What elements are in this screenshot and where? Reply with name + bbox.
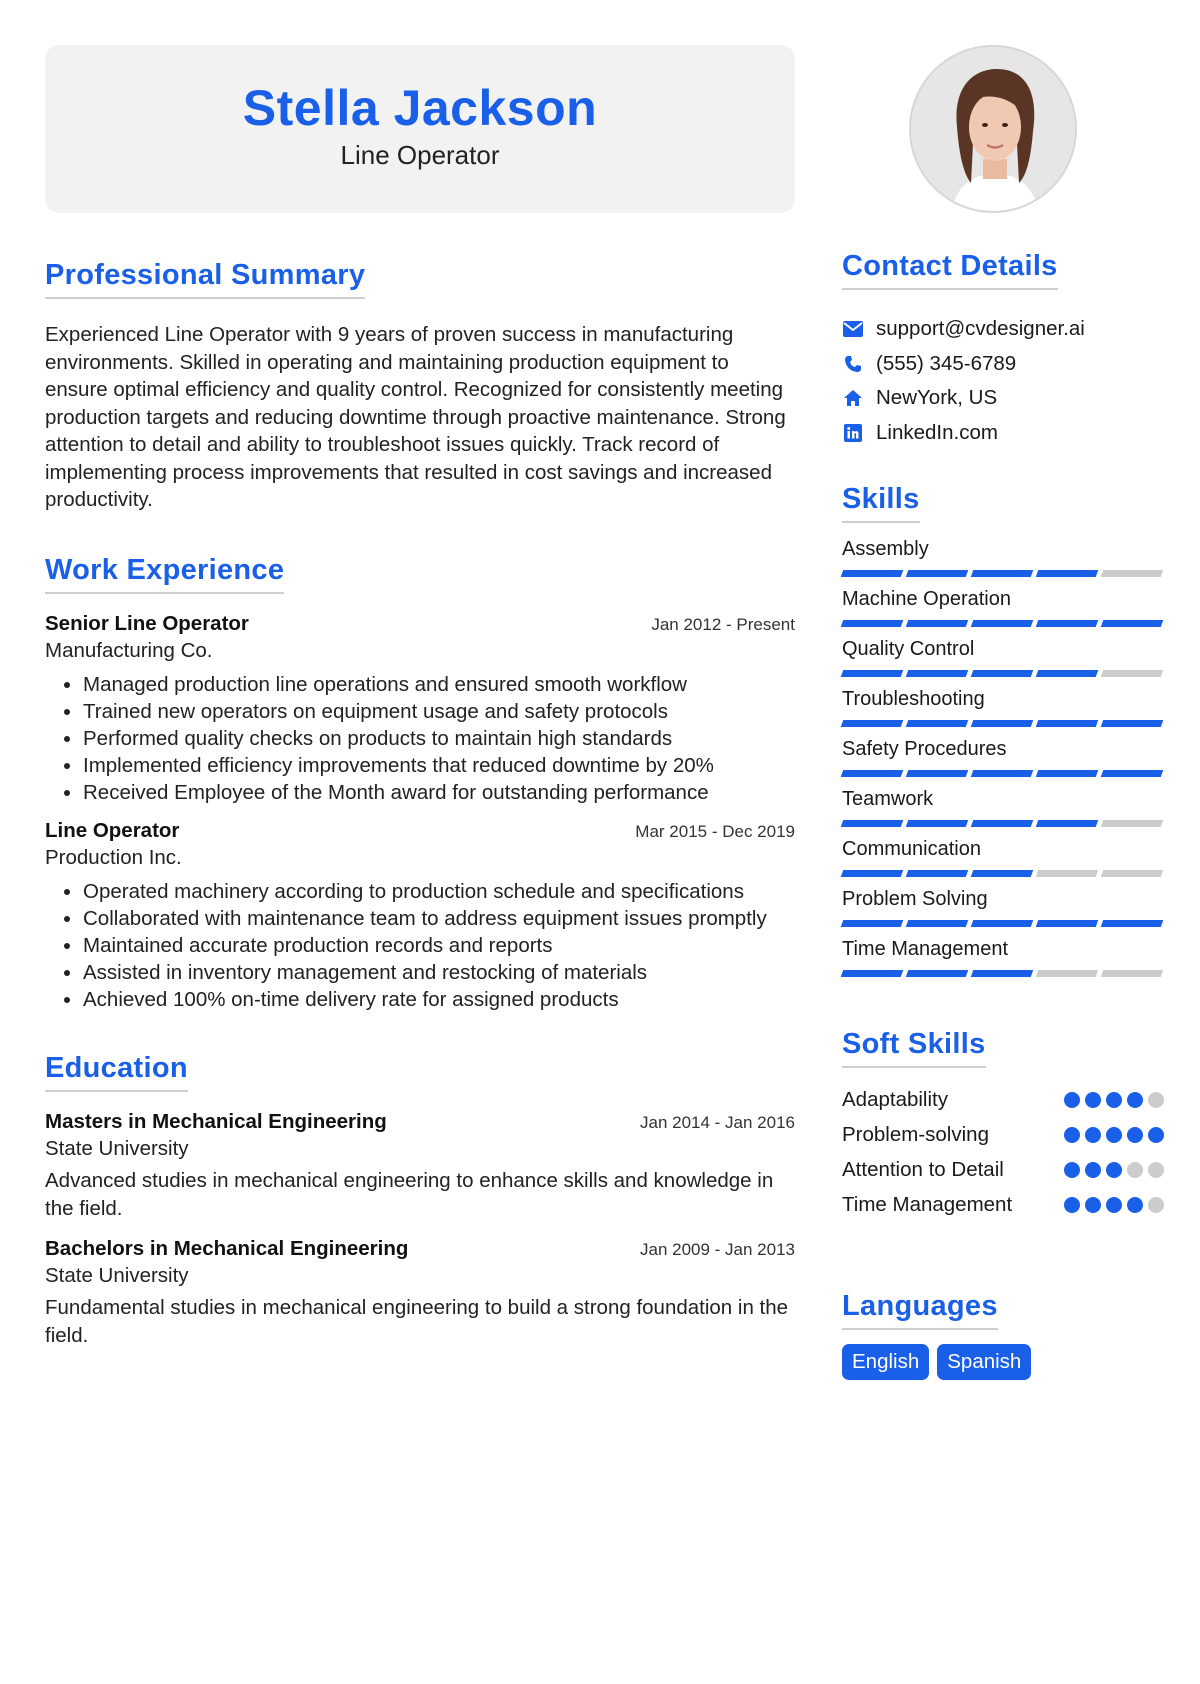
soft-skill-name: Adaptability — [842, 1087, 948, 1111]
skill-level-segment — [841, 970, 904, 977]
contact-linkedin[interactable] — [842, 416, 1164, 451]
rating-dot — [1148, 1092, 1164, 1108]
contact-email-text: support@cvdesigner.ai — [876, 317, 1085, 341]
linkedin-icon — [842, 422, 864, 444]
skill-level-bar — [842, 720, 1164, 727]
skill-name: Quality Control — [842, 638, 975, 660]
job-bullet: • Collaborated with maintenance team to address equipment issues promptly — [83, 905, 795, 932]
rating-dot — [1085, 1162, 1101, 1178]
header-banner — [45, 45, 795, 213]
skill-level-segment — [841, 620, 904, 627]
skill-level-segment — [1036, 570, 1099, 577]
skill-level-segment — [841, 720, 904, 727]
job-entry — [45, 819, 795, 1014]
job-bullet: • Maintained accurate production records and reports — [83, 932, 795, 959]
rating-dot — [1127, 1127, 1143, 1143]
skill-level-segment — [841, 870, 904, 877]
skill-item — [842, 736, 1164, 786]
soft-skill-rating — [1064, 1197, 1164, 1213]
education-section — [45, 1052, 795, 1350]
contact-heading: Contact Details — [842, 250, 1058, 290]
skill-item — [842, 836, 1164, 886]
phone-icon — [842, 353, 864, 375]
skill-level-segment — [1036, 770, 1099, 777]
contact-phone-text: (555) 345-6789 — [876, 351, 1017, 375]
contact-section — [842, 250, 1164, 450]
skill-level-segment — [1036, 920, 1099, 927]
skill-item — [842, 536, 1164, 586]
rating-dot — [1064, 1092, 1080, 1108]
skill-level-segment — [906, 770, 969, 777]
skill-level-segment — [1036, 970, 1099, 977]
skill-level-segment — [906, 720, 969, 727]
skill-level-segment — [906, 570, 969, 577]
education-school: State University — [45, 1136, 189, 1160]
skill-level-segment — [906, 970, 969, 977]
skill-level-bar — [842, 970, 1164, 977]
skill-level-segment — [971, 570, 1034, 577]
skill-level-segment — [841, 770, 904, 777]
skill-level-segment — [1101, 870, 1164, 877]
skill-level-segment — [971, 770, 1034, 777]
skill-level-bar — [842, 620, 1164, 627]
contact-location-text: NewYork, US — [876, 386, 998, 410]
job-bullet: • Performed quality checks on products to maintain high standards — [83, 725, 795, 752]
skill-level-segment — [906, 870, 969, 877]
summary-heading: Professional Summary — [45, 259, 365, 299]
soft-skill-item — [842, 1117, 1164, 1152]
rating-dot — [1148, 1162, 1164, 1178]
contact-linkedin-text: LinkedIn.com — [876, 420, 998, 444]
education-school: State University — [45, 1263, 189, 1287]
work-section — [45, 554, 795, 1014]
education-description: Advanced studies in mechanical engineering to enhance skills and knowledge in the field. — [45, 1168, 774, 1220]
skill-level-segment — [841, 920, 904, 927]
skill-level-segment — [841, 570, 904, 577]
job-company: Manufacturing Co. — [45, 638, 213, 662]
soft-skills-section — [842, 1028, 1164, 1222]
rating-dot — [1085, 1127, 1101, 1143]
education-degree: Masters in Mechanical Engineering — [45, 1109, 387, 1133]
skill-level-segment — [971, 620, 1034, 627]
skill-level-segment — [1036, 820, 1099, 827]
rating-dot — [1148, 1197, 1164, 1213]
skill-level-bar — [842, 920, 1164, 927]
skill-level-segment — [971, 720, 1034, 727]
rating-dot — [1085, 1197, 1101, 1213]
rating-dot — [1085, 1092, 1101, 1108]
skill-level-segment — [1101, 570, 1164, 577]
job-bullet: • Assisted in inventory management and restocking of materials — [83, 959, 795, 986]
skill-item — [842, 786, 1164, 836]
rating-dot — [1064, 1162, 1080, 1178]
skill-level-segment — [971, 670, 1034, 677]
skill-level-segment — [1101, 820, 1164, 827]
skill-level-segment — [971, 970, 1034, 977]
job-bullets — [45, 878, 795, 1014]
portrait-illustration — [911, 47, 1077, 213]
skill-level-segment — [1101, 770, 1164, 777]
soft-skill-name: Attention to Detail — [842, 1157, 1004, 1181]
languages-heading: Languages — [842, 1290, 998, 1330]
skill-level-segment — [1101, 670, 1164, 677]
skill-level-segment — [1036, 720, 1099, 727]
soft-skill-rating — [1064, 1092, 1164, 1108]
language-pill: Spanish — [937, 1344, 1031, 1380]
job-entry — [45, 612, 795, 807]
rating-dot — [1127, 1092, 1143, 1108]
main-column — [45, 45, 795, 1350]
job-company: Production Inc. — [45, 845, 182, 869]
skill-name: Safety Procedures — [842, 738, 1007, 760]
skill-level-segment — [906, 670, 969, 677]
envelope-icon — [842, 318, 864, 340]
job-dates: Jan 2012 - Present — [651, 614, 795, 634]
skill-level-segment — [1101, 920, 1164, 927]
skill-level-bar — [842, 820, 1164, 827]
skill-level-segment — [906, 820, 969, 827]
soft-skills-heading: Soft Skills — [842, 1028, 986, 1068]
work-heading: Work Experience — [45, 554, 284, 594]
skill-level-segment — [906, 920, 969, 927]
skill-level-segment — [1036, 670, 1099, 677]
skill-level-segment — [971, 870, 1034, 877]
job-bullet: • Operated machinery according to production schedule and specifications — [83, 878, 795, 905]
education-dates: Jan 2009 - Jan 2013 — [639, 1239, 795, 1259]
education-heading: Education — [45, 1052, 188, 1092]
skill-item — [842, 686, 1164, 736]
soft-skill-rating — [1064, 1162, 1164, 1178]
education-degree: Bachelors in Mechanical Engineering — [45, 1236, 409, 1260]
skill-level-bar — [842, 570, 1164, 577]
skill-level-bar — [842, 670, 1164, 677]
summary-section — [45, 259, 795, 514]
rating-dot — [1106, 1162, 1122, 1178]
skill-level-segment — [1101, 970, 1164, 977]
skill-name: Communication — [842, 838, 981, 860]
skill-item — [842, 586, 1164, 636]
job-role: Senior Line Operator — [45, 611, 249, 635]
education-dates: Jan 2014 - Jan 2016 — [639, 1112, 795, 1132]
contact-location — [842, 381, 1164, 416]
contact-email[interactable] — [842, 312, 1164, 347]
job-bullet: • Implemented efficiency improvements that reduced downtime by 20% — [83, 752, 795, 779]
rating-dot — [1106, 1092, 1122, 1108]
job-role: Line Operator — [45, 818, 180, 842]
soft-skill-rating — [1064, 1127, 1164, 1143]
soft-skill-name: Time Management — [842, 1192, 1013, 1216]
skill-level-segment — [841, 670, 904, 677]
skill-level-segment — [1036, 620, 1099, 627]
education-entry — [45, 1237, 795, 1350]
skills-list — [842, 536, 1164, 986]
rating-dot — [1127, 1197, 1143, 1213]
contact-list — [842, 312, 1164, 450]
skill-name: Time Management — [842, 938, 1008, 960]
skill-level-segment — [1101, 720, 1164, 727]
rating-dot — [1064, 1197, 1080, 1213]
profile-photo — [909, 45, 1077, 213]
rating-dot — [1106, 1127, 1122, 1143]
job-bullets — [45, 671, 795, 807]
rating-dot — [1064, 1127, 1080, 1143]
skill-item — [842, 636, 1164, 686]
summary-text: Experienced Line Operator with 9 years of proven success in manufacturing environments. Skilled in operating and maintaining production equipment to ensure optimal efficiency and quality control. Recognized for consistently meeting production targets and reducing downtime through proactive maintenance. Strong attention to detail and ability to troubleshoot issues quickly. Track record of implementing process improvements that resulted in cost savings and increased productivity. — [45, 323, 786, 511]
skill-level-segment — [1101, 620, 1164, 627]
job-bullet: • Achieved 100% on-time delivery rate for assigned products — [83, 986, 795, 1013]
candidate-name: Stella Jackson — [242, 80, 598, 136]
rating-dot — [1106, 1197, 1122, 1213]
skill-level-segment — [906, 620, 969, 627]
rating-dot — [1148, 1127, 1164, 1143]
rating-dot — [1127, 1162, 1143, 1178]
skill-name: Teamwork — [842, 788, 934, 810]
soft-skill-item — [842, 1082, 1164, 1117]
skills-heading: Skills — [842, 483, 920, 523]
job-bullet: • Trained new operators on equipment usage and safety protocols — [83, 698, 795, 725]
languages-section — [842, 1290, 1164, 1380]
home-icon — [842, 387, 864, 409]
skill-level-segment — [971, 920, 1034, 927]
soft-skills-list — [842, 1082, 1164, 1222]
candidate-title: Line Operator — [340, 140, 500, 170]
contact-phone[interactable] — [842, 347, 1164, 382]
soft-skill-item — [842, 1187, 1164, 1222]
job-bullet: • Managed production line operations and ensured smooth workflow — [83, 671, 795, 698]
skill-level-segment — [1036, 870, 1099, 877]
skill-item — [842, 936, 1164, 986]
soft-skill-item — [842, 1152, 1164, 1187]
job-bullet: • Received Employee of the Month award for outstanding performance — [83, 779, 795, 806]
job-dates: Mar 2015 - Dec 2019 — [635, 821, 795, 841]
skill-level-segment — [841, 820, 904, 827]
languages-list — [842, 1344, 1164, 1380]
education-description: Fundamental studies in mechanical engineering to build a strong foundation in the field. — [45, 1295, 789, 1347]
language-pill: English — [842, 1344, 929, 1380]
skills-section — [842, 483, 1164, 986]
skill-name: Assembly — [842, 538, 929, 560]
education-entry — [45, 1110, 795, 1223]
skill-name: Machine Operation — [842, 588, 1011, 610]
skill-level-bar — [842, 770, 1164, 777]
skill-item — [842, 886, 1164, 936]
skill-level-segment — [971, 820, 1034, 827]
skill-level-bar — [842, 870, 1164, 877]
skill-name: Problem Solving — [842, 888, 988, 910]
skill-name: Troubleshooting — [842, 688, 985, 710]
soft-skill-name: Problem-solving — [842, 1122, 989, 1146]
